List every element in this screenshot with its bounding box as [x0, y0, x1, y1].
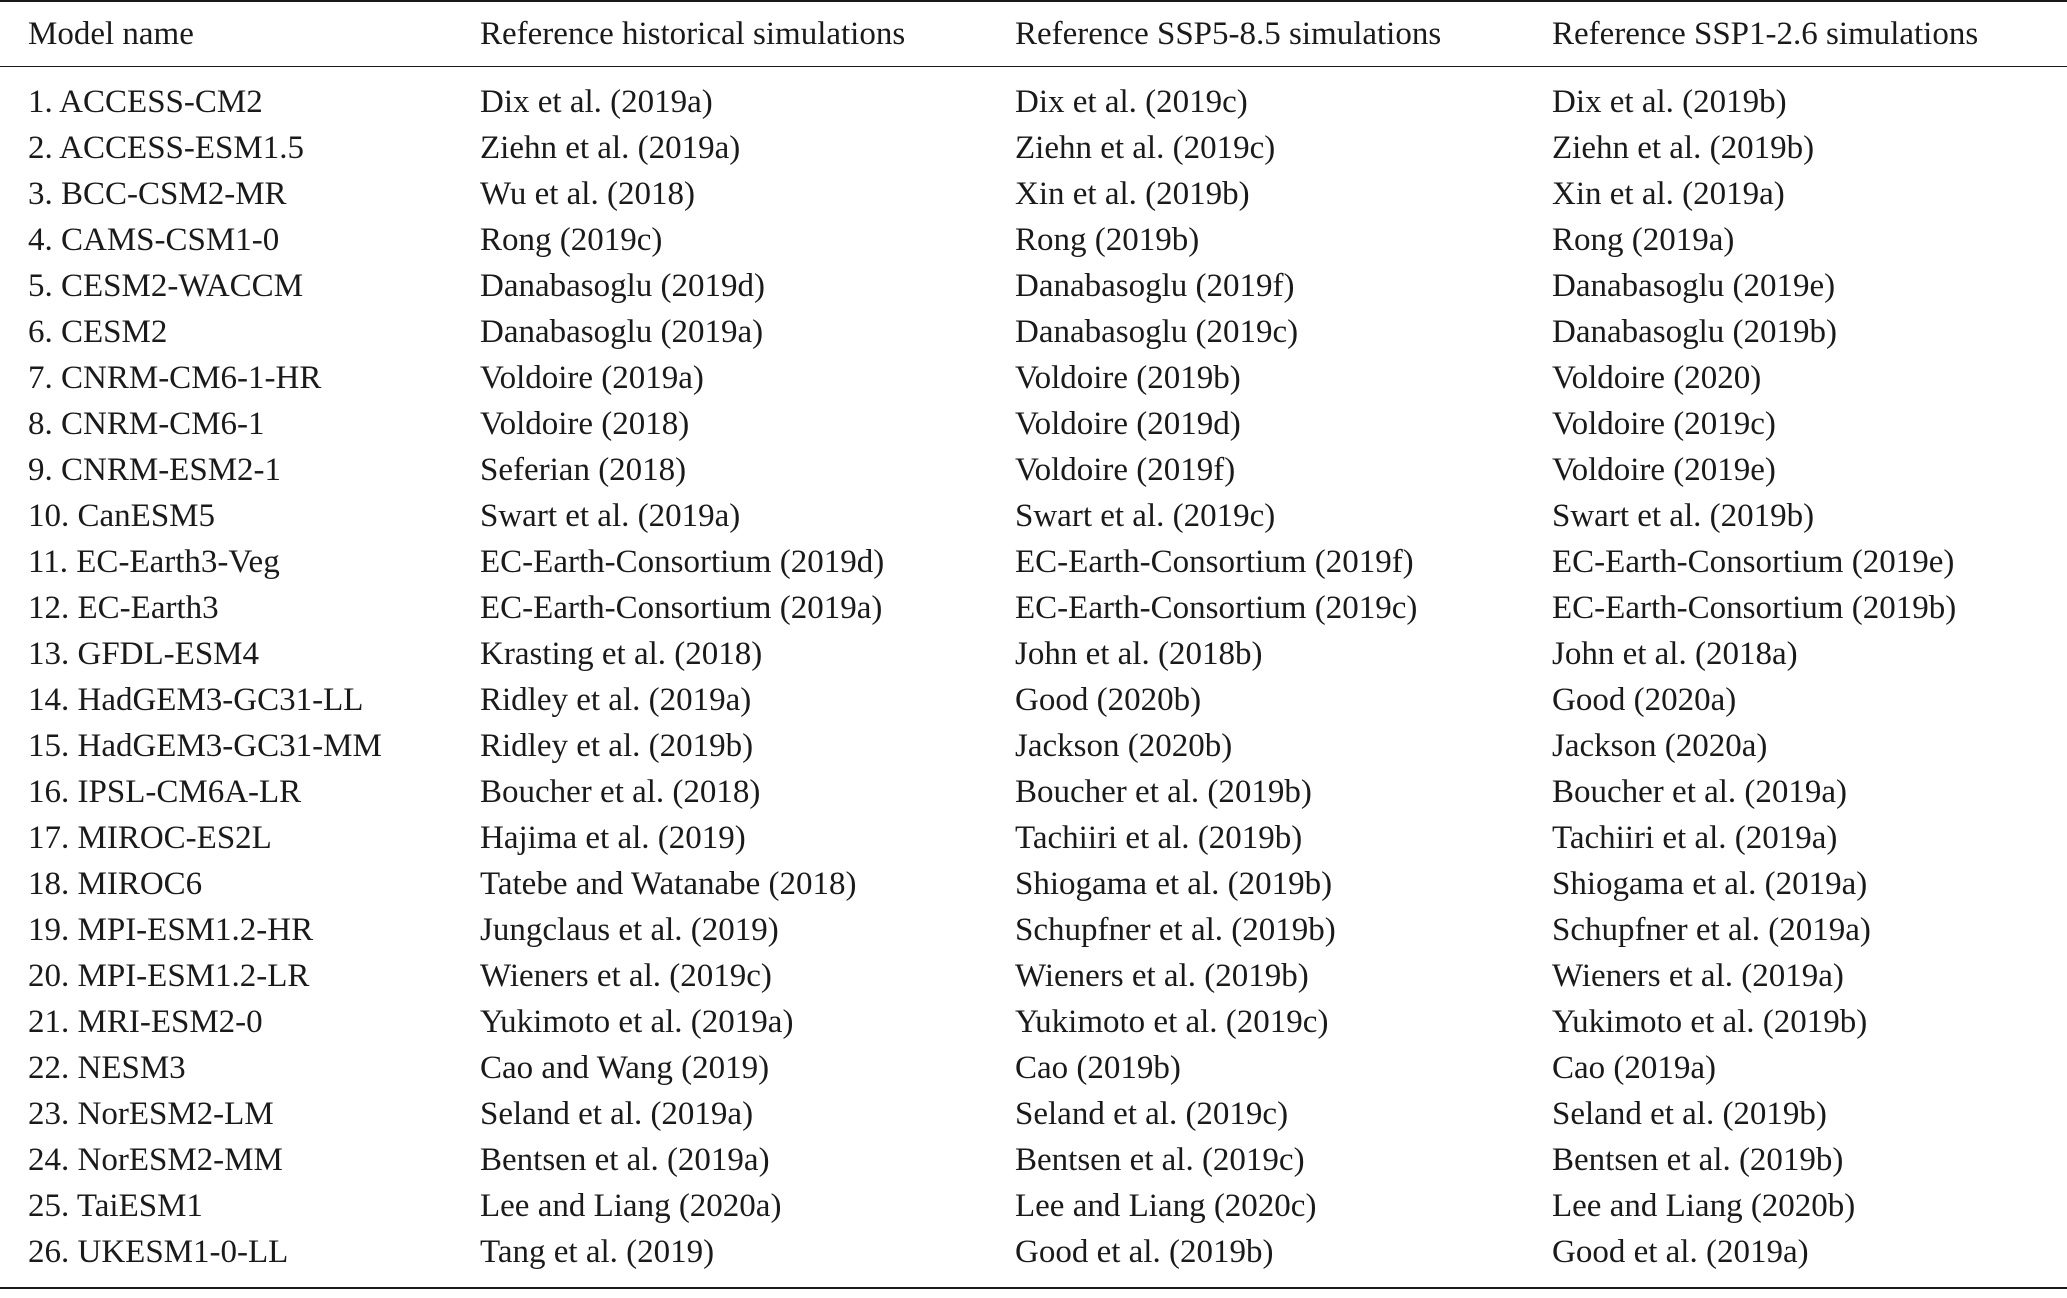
- historical-ref-cell: Ridley et al. (2019b): [480, 728, 754, 764]
- historical-ref-cell: Cao and Wang (2019): [480, 1050, 770, 1086]
- model-name-cell: 20. MPI-ESM1.2-LR: [28, 958, 310, 994]
- model-name-cell: 18. MIROC6: [28, 866, 203, 902]
- historical-ref-cell: Swart et al. (2019a): [480, 498, 741, 534]
- table-row: [0, 1183, 2067, 1229]
- model-name-cell: 15. HadGEM3-GC31-MM: [28, 728, 382, 764]
- ssp126-ref-cell: Seland et al. (2019b): [1552, 1096, 1827, 1132]
- model-name-cell: 24. NorESM2-MM: [28, 1142, 283, 1178]
- ssp585-ref-cell: Swart et al. (2019c): [1015, 498, 1276, 534]
- ssp585-ref-cell: Wieners et al. (2019b): [1015, 958, 1309, 994]
- ssp126-ref-cell: Voldoire (2019e): [1552, 452, 1776, 488]
- historical-ref-cell: Boucher et al. (2018): [480, 774, 761, 810]
- historical-ref-cell: EC-Earth-Consortium (2019d): [480, 544, 885, 580]
- table-row: [0, 907, 2067, 953]
- table-row: [0, 999, 2067, 1045]
- ssp585-ref-cell: Voldoire (2019b): [1015, 360, 1241, 396]
- table-row: [0, 861, 2067, 907]
- table-row: [0, 493, 2067, 539]
- ssp585-ref-cell: Jackson (2020b): [1015, 728, 1233, 764]
- historical-ref-cell: Rong (2019c): [480, 222, 663, 258]
- ssp585-ref-cell: John et al. (2018b): [1015, 636, 1263, 672]
- historical-ref-cell: Dix et al. (2019a): [480, 84, 713, 120]
- model-name-cell: 14. HadGEM3-GC31-LL: [28, 682, 364, 718]
- ssp585-ref-cell: Tachiiri et al. (2019b): [1015, 820, 1303, 856]
- table-row: [0, 723, 2067, 769]
- table-row: [0, 171, 2067, 217]
- model-name-cell: 2. ACCESS-ESM1.5: [28, 130, 304, 166]
- header-ssp126: Reference SSP1-2.6 simulations: [1552, 16, 1979, 52]
- model-name-cell: 12. EC-Earth3: [28, 590, 219, 626]
- table-body: [0, 67, 2067, 1288]
- ssp126-ref-cell: Good (2020a): [1552, 682, 1737, 718]
- ssp585-ref-cell: Bentsen et al. (2019c): [1015, 1142, 1305, 1178]
- ssp126-ref-cell: Voldoire (2019c): [1552, 406, 1776, 442]
- table-row: [0, 401, 2067, 447]
- historical-ref-cell: EC-Earth-Consortium (2019a): [480, 590, 883, 626]
- model-name-cell: 7. CNRM-CM6-1-HR: [28, 360, 322, 396]
- table-row: [0, 67, 2067, 125]
- model-name-cell: 3. BCC-CSM2-MR: [28, 176, 287, 212]
- model-name-cell: 25. TaiESM1: [28, 1188, 203, 1224]
- table-row: [0, 539, 2067, 585]
- model-name-cell: 4. CAMS-CSM1-0: [28, 222, 280, 258]
- ssp126-ref-cell: Schupfner et al. (2019a): [1552, 912, 1871, 948]
- model-name-cell: 17. MIROC-ES2L: [28, 820, 272, 856]
- ssp126-ref-cell: Ziehn et al. (2019b): [1552, 130, 1815, 166]
- table-row: [0, 125, 2067, 171]
- ssp126-ref-cell: Voldoire (2020): [1552, 360, 1762, 396]
- model-name-cell: 16. IPSL-CM6A-LR: [28, 774, 302, 810]
- model-name-cell: 21. MRI-ESM2-0: [28, 1004, 263, 1040]
- model-name-cell: 6. CESM2: [28, 314, 168, 350]
- historical-ref-cell: Danabasoglu (2019a): [480, 314, 764, 350]
- ssp585-ref-cell: Yukimoto et al. (2019c): [1015, 1004, 1329, 1040]
- ssp585-ref-cell: Lee and Liang (2020c): [1015, 1188, 1317, 1224]
- table-row: [0, 631, 2067, 677]
- ssp126-ref-cell: Xin et al. (2019a): [1552, 176, 1785, 212]
- historical-ref-cell: Lee and Liang (2020a): [480, 1188, 782, 1224]
- ssp585-ref-cell: Good (2020b): [1015, 682, 1202, 718]
- historical-ref-cell: Tang et al. (2019): [480, 1234, 715, 1270]
- ssp585-ref-cell: Seland et al. (2019c): [1015, 1096, 1289, 1132]
- historical-ref-cell: Wu et al. (2018): [480, 176, 695, 212]
- ssp585-ref-cell: Voldoire (2019f): [1015, 452, 1236, 488]
- table-row: [0, 677, 2067, 723]
- model-name-cell: 19. MPI-ESM1.2-HR: [28, 912, 314, 948]
- historical-ref-cell: Krasting et al. (2018): [480, 636, 763, 672]
- bottom-rule: [0, 1288, 2067, 1289]
- table-row: [0, 585, 2067, 631]
- table-row: [0, 217, 2067, 263]
- ssp585-ref-cell: Ziehn et al. (2019c): [1015, 130, 1276, 166]
- table-row: [0, 1137, 2067, 1183]
- model-name-cell: 9. CNRM-ESM2-1: [28, 452, 282, 488]
- ssp585-ref-cell: Danabasoglu (2019f): [1015, 268, 1295, 304]
- historical-ref-cell: Yukimoto et al. (2019a): [480, 1004, 794, 1040]
- model-name-cell: 5. CESM2-WACCM: [28, 268, 304, 304]
- model-name-cell: 8. CNRM-CM6-1: [28, 406, 265, 442]
- ssp585-ref-cell: Cao (2019b): [1015, 1050, 1181, 1086]
- table-row: [0, 263, 2067, 309]
- ssp585-ref-cell: Good et al. (2019b): [1015, 1234, 1274, 1270]
- model-name-cell: 11. EC-Earth3-Veg: [28, 544, 280, 580]
- ssp126-ref-cell: Tachiiri et al. (2019a): [1552, 820, 1838, 856]
- historical-ref-cell: Seferian (2018): [480, 452, 687, 488]
- historical-ref-cell: Jungclaus et al. (2019): [480, 912, 779, 948]
- table-row: [0, 1091, 2067, 1137]
- ssp585-ref-cell: Schupfner et al. (2019b): [1015, 912, 1336, 948]
- header-ssp585: Reference SSP5-8.5 simulations: [1015, 16, 1442, 52]
- ssp585-ref-cell: Rong (2019b): [1015, 222, 1200, 258]
- ssp126-ref-cell: Lee and Liang (2020b): [1552, 1188, 1856, 1224]
- ssp585-ref-cell: Shiogama et al. (2019b): [1015, 866, 1333, 902]
- table-row: [0, 447, 2067, 493]
- ssp585-ref-cell: EC-Earth-Consortium (2019f): [1015, 544, 1414, 580]
- table-row: [0, 1229, 2067, 1288]
- model-name-cell: 26. UKESM1-0-LL: [28, 1234, 289, 1270]
- ssp585-ref-cell: Boucher et al. (2019b): [1015, 774, 1312, 810]
- ssp126-ref-cell: EC-Earth-Consortium (2019b): [1552, 590, 1957, 626]
- historical-ref-cell: Voldoire (2019a): [480, 360, 704, 396]
- ssp126-ref-cell: Boucher et al. (2019a): [1552, 774, 1848, 810]
- model-name-cell: 1. ACCESS-CM2: [28, 84, 263, 120]
- ssp585-ref-cell: Voldoire (2019d): [1015, 406, 1241, 442]
- table-row: [0, 1045, 2067, 1091]
- ssp126-ref-cell: Cao (2019a): [1552, 1050, 1717, 1086]
- historical-ref-cell: Seland et al. (2019a): [480, 1096, 754, 1132]
- model-name-cell: 13. GFDL-ESM4: [28, 636, 260, 672]
- ssp126-ref-cell: John et al. (2018a): [1552, 636, 1798, 672]
- ssp126-ref-cell: Good et al. (2019a): [1552, 1234, 1809, 1270]
- ssp126-ref-cell: Shiogama et al. (2019a): [1552, 866, 1868, 902]
- ssp585-ref-cell: Danabasoglu (2019c): [1015, 314, 1299, 350]
- ssp126-ref-cell: Wieners et al. (2019a): [1552, 958, 1844, 994]
- ssp126-ref-cell: EC-Earth-Consortium (2019e): [1552, 544, 1955, 580]
- ssp126-ref-cell: Yukimoto et al. (2019b): [1552, 1004, 1868, 1040]
- table-row: [0, 815, 2067, 861]
- ssp126-ref-cell: Danabasoglu (2019e): [1552, 268, 1836, 304]
- table-row: [0, 953, 2067, 999]
- historical-ref-cell: Tatebe and Watanabe (2018): [480, 866, 857, 902]
- ssp585-ref-cell: Dix et al. (2019c): [1015, 84, 1248, 120]
- header-historical: Reference historical simulations: [480, 16, 906, 52]
- table-row: [0, 769, 2067, 815]
- ssp126-ref-cell: Bentsen et al. (2019b): [1552, 1142, 1844, 1178]
- historical-ref-cell: Hajima et al. (2019): [480, 820, 746, 856]
- ssp126-ref-cell: Danabasoglu (2019b): [1552, 314, 1838, 350]
- historical-ref-cell: Ziehn et al. (2019a): [480, 130, 741, 166]
- table-header: [0, 1, 2067, 67]
- ssp126-ref-cell: Jackson (2020a): [1552, 728, 1768, 764]
- ssp585-ref-cell: Xin et al. (2019b): [1015, 176, 1250, 212]
- historical-ref-cell: Ridley et al. (2019a): [480, 682, 752, 718]
- ssp126-ref-cell: Dix et al. (2019b): [1552, 84, 1787, 120]
- table-row: [0, 309, 2067, 355]
- ssp126-ref-cell: Swart et al. (2019b): [1552, 498, 1815, 534]
- model-name-cell: 23. NorESM2-LM: [28, 1096, 274, 1132]
- model-name-cell: 10. CanESM5: [28, 498, 216, 534]
- historical-ref-cell: Wieners et al. (2019c): [480, 958, 772, 994]
- model-name-cell: 22. NESM3: [28, 1050, 186, 1086]
- header-row: [0, 2, 2067, 67]
- table-row: [0, 355, 2067, 401]
- ssp585-ref-cell: EC-Earth-Consortium (2019c): [1015, 590, 1418, 626]
- ssp126-ref-cell: Rong (2019a): [1552, 222, 1735, 258]
- historical-ref-cell: Danabasoglu (2019d): [480, 268, 766, 304]
- historical-ref-cell: Bentsen et al. (2019a): [480, 1142, 770, 1178]
- header-model-name: Model name: [28, 16, 194, 52]
- historical-ref-cell: Voldoire (2018): [480, 406, 690, 442]
